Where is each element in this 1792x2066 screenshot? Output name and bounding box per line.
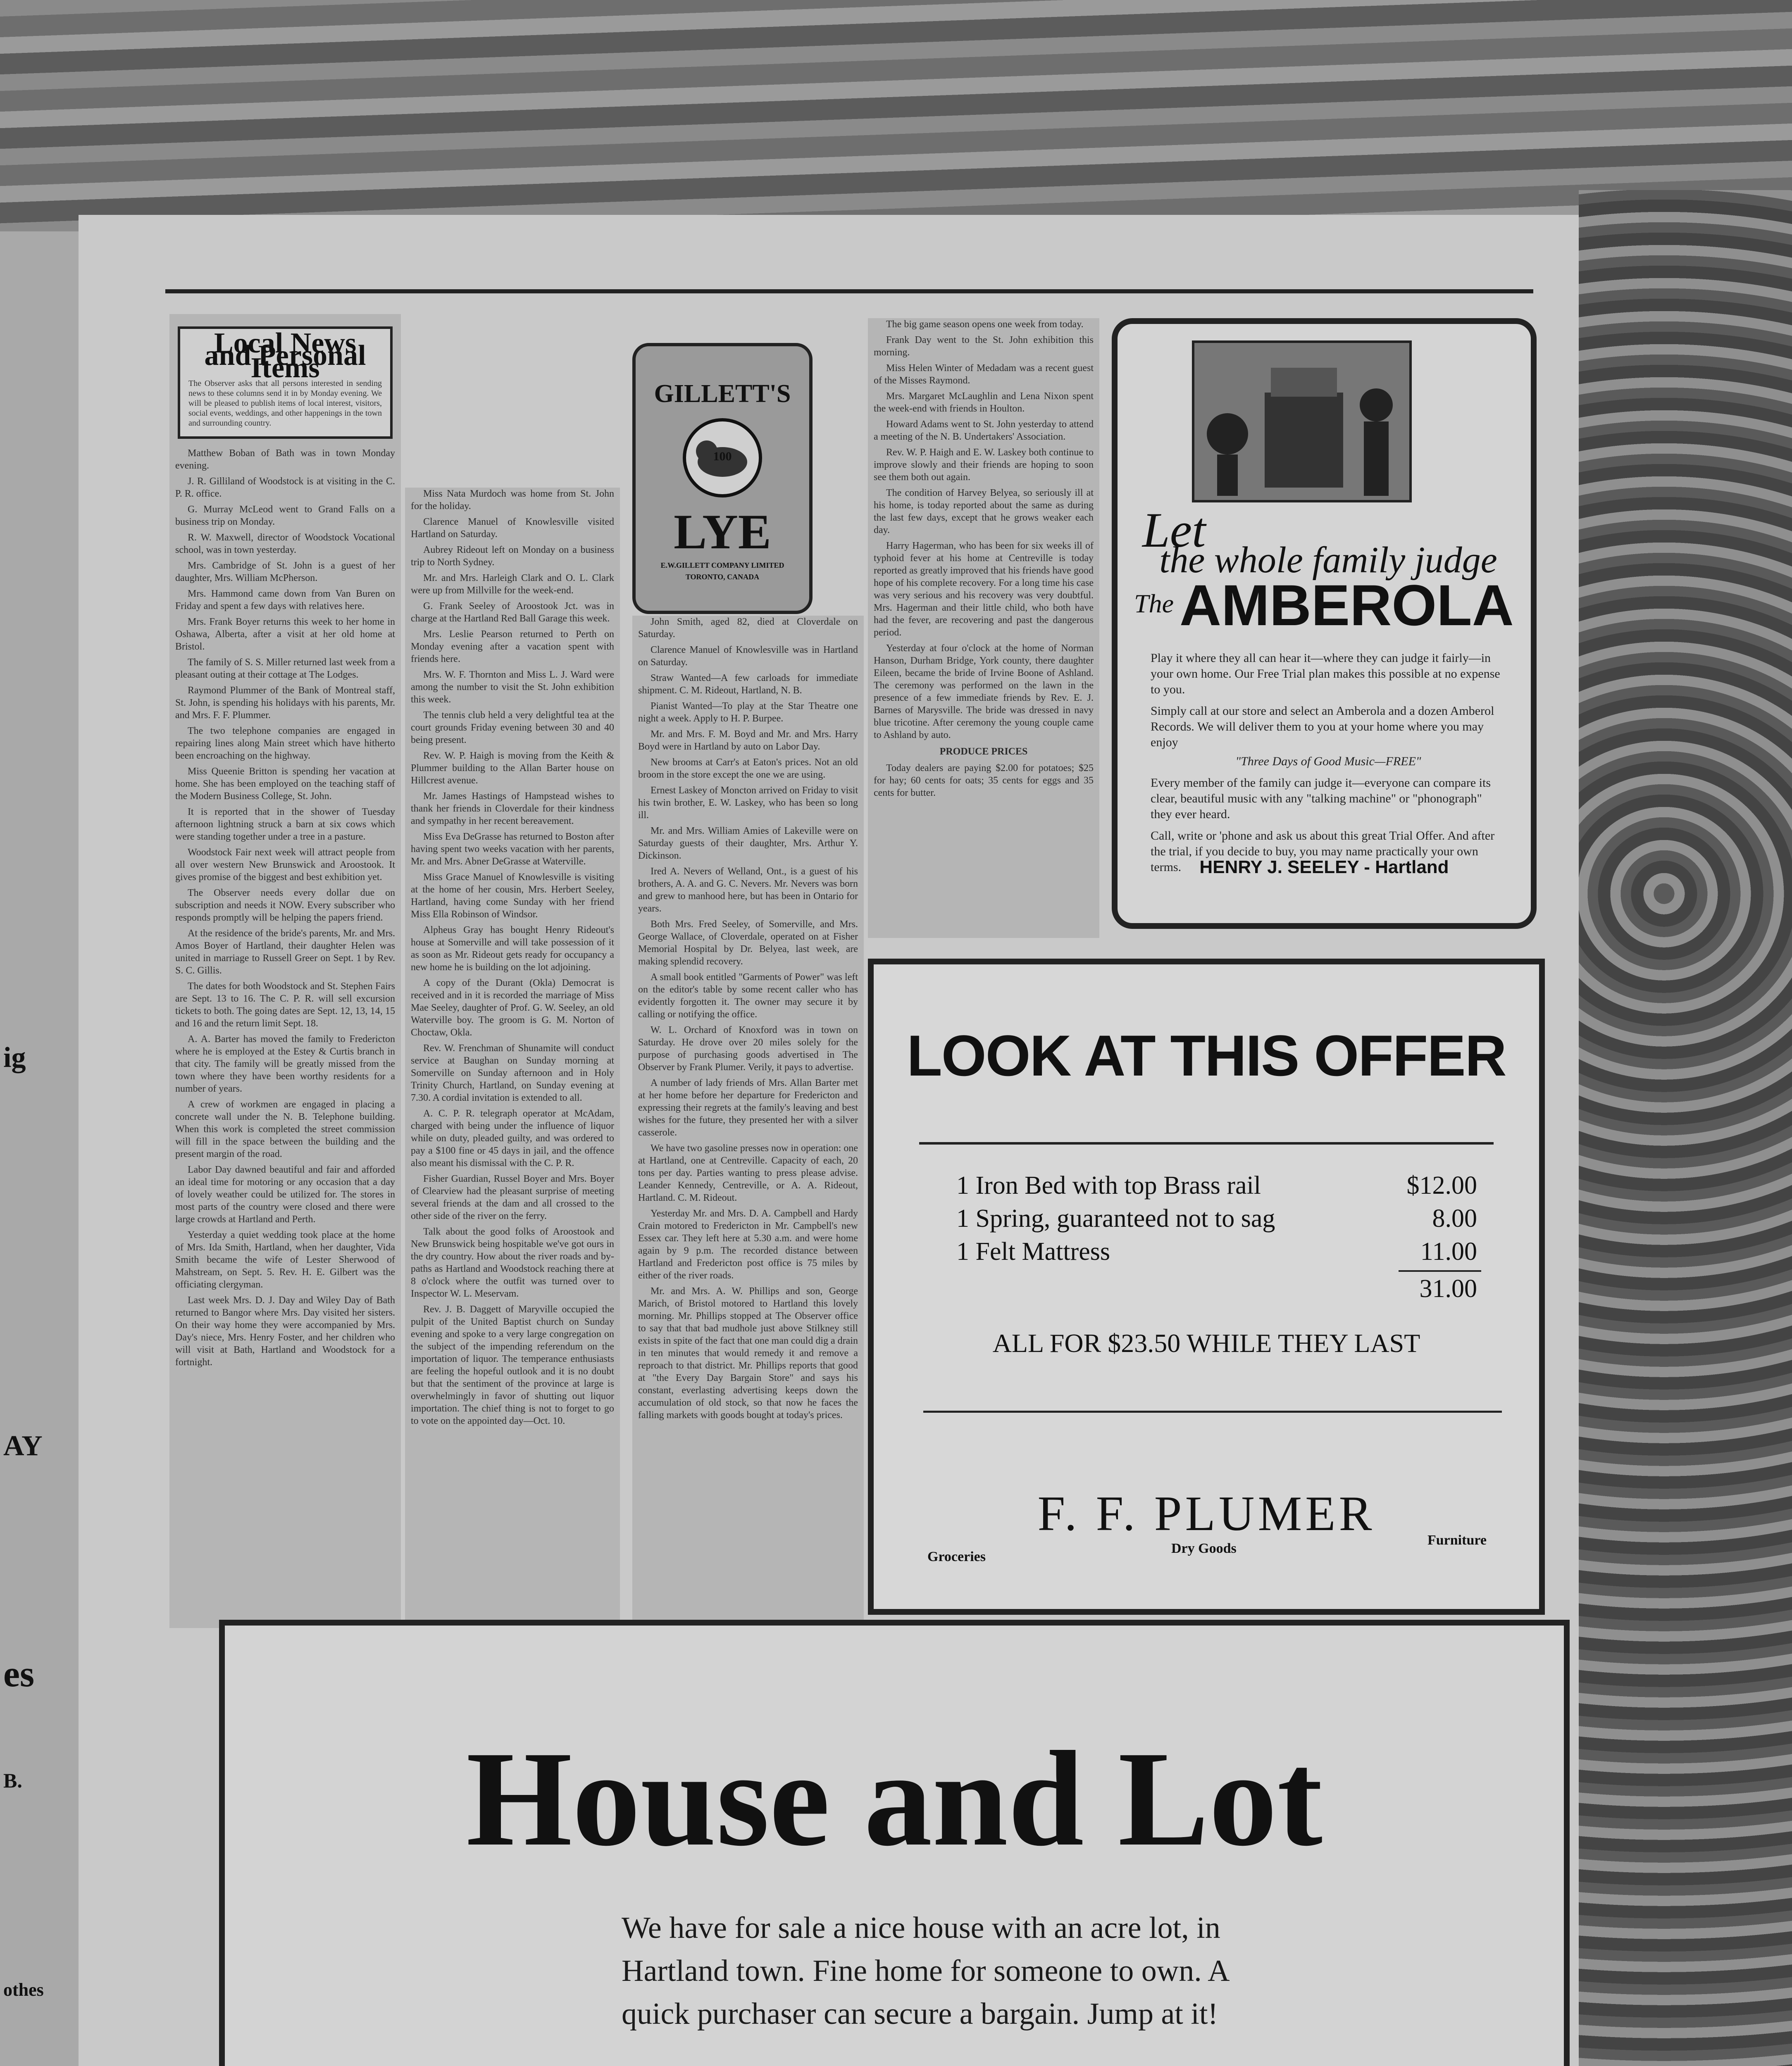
amberola-paragraph: Play it where they all can hear it—where they can judge it fairly—in your own home. Our Free Trial plan makes this possible at no expense to you.: [1151, 651, 1500, 696]
offer-price: $12.00: [1406, 1171, 1477, 1200]
news-item: The tennis club held a very delightful tea at the court grounds Friday evening between 30 and 40 being present.: [411, 710, 614, 745]
amberola-ad: [1112, 318, 1537, 929]
offer-total: 31.00: [1419, 1275, 1477, 1303]
news-item: Mr. and Mrs. A. W. Phillips and son, George Marich, of Bristol motored to Hartland this lovely morning. Mr. Phillips stopped at The Observer office to say that that bad mudhole just above Stilkney still exists in spite of the fact that one man could dig a drain in ten minutes that would remedy it and remove a reproach to that district. Mr. Phillips reports that good at "the Every Day Bargain Store" and says his constant, everlasting advertising keeps down the accumulation of old stock, so that now he faces the falling markets with goods bought at today's prices.: [638, 1286, 858, 1421]
news-item: The Observer needs every dollar due on subscription and needs it NOW. Every subscriber who responds promptly will be helping the papers friend.: [175, 888, 395, 923]
section-header-box: [178, 326, 393, 439]
news-item: Clarence Manuel of Knowlesville visited Hartland on Saturday.: [411, 516, 614, 540]
news-column-4: [868, 318, 1099, 938]
news-item: Mrs. Hammond came down from Van Buren on Friday and spent a few days with relatives here.: [175, 588, 395, 612]
amberola-paragraph: Call, write or 'phone and ask us about this great Trial Offer. And after the trial, if you decide to buy, you may name practically your own terms.: [1151, 829, 1495, 874]
news-item: Mrs. Leslie Pearson returned to Perth on Monday evening after a vacation spent with friends here.: [411, 629, 614, 664]
news-item: R. W. Maxwell, director of Woodstock Vocational school, was in town yesterday.: [175, 532, 395, 555]
total-rule: [1399, 1270, 1481, 1272]
news-item: Talk about the good folks of Aroostook and New Brunswick being hospitable we've got ours in the dry country. How about the river roads and by-paths as Hartland and Woodstock reaching there at 8 o'clock where the outfit was turned over to Inspector W. L. Meservam.: [411, 1226, 614, 1299]
news-item: It is reported that in the shower of Tuesday afternoon lightning struck a barn at six cows which were standing together under a tree in a pasture.: [175, 807, 395, 842]
lye-number: 100: [713, 450, 732, 463]
amberola-signature: HENRY J. SEELEY - Hartland: [1199, 857, 1449, 877]
produce-prices-text: Today dealers are paying $2.00 for potatoes; $25 for hay; 60 cents for oats; 35 cents for eggs and 35 cents for butter.: [874, 763, 1094, 798]
house-body: We have for sale a nice house with an acre lot, in Hartland town. Fine home for someone to own. A quick purchaser can secure a bargain. Jump at it!: [622, 1911, 1228, 2031]
lye-brand: GILLETT'S: [654, 380, 791, 408]
news-item: Miss Eva DeGrasse has returned to Boston after having spent two weeks vacation with her parents, Mr. and Mrs. Abner DeGrasse at Waterville.: [411, 831, 614, 867]
news-item: Aubrey Rideout left on Monday on a business trip to North Sydney.: [411, 545, 614, 568]
amberola-let: Let: [1142, 502, 1206, 557]
offer-item: 1 Iron Bed with top Brass rail: [956, 1171, 1261, 1200]
news-item: We have two gasoline presses now in operation: one at Hartland, one at Centreville. Capacity of each, 20 tons per day. Parties wanting to press please advise. Leander Kennedy, Centreville, or A. A. Rideout, Hartland. C. M. Rideout.: [638, 1143, 858, 1203]
news-item: The big game season opens one week from today.: [886, 319, 1084, 330]
news-item: A small book entitled "Garments of Power" was left on the editor's table by some recent caller who has evidently forgotten it. The owner may secure it by calling or notifying the office.: [638, 972, 858, 1020]
dept-furniture: Furniture: [1427, 1533, 1487, 1548]
adjacent-page-strip: [0, 231, 79, 2066]
news-item: Harry Hagerman, who has been for six weeks ill of typhoid fever at his home at Centreville is today reported as greatly improved that his friends have good hope of his complete recovery. For a long time his case was very serious and his recovery was very doubtful. Mrs. Hagerman and their little child, who both have had the fever, are recovering and past the dangerous period.: [874, 540, 1094, 638]
news-item: Woodstock Fair next week will attract people from all over western New Brunswick and Aroostook. It gives promise of the biggest and best exhibition yet.: [175, 847, 395, 883]
news-item: Miss Queenie Britton is spending her vacation at home. She has been employed on the teaching staff of the Modern Business College, St. John.: [175, 766, 395, 802]
dept-dry-goods: Dry Goods: [1171, 1541, 1237, 1556]
news-item: A. C. P. R. telegraph operator at McAdam, charged with being under the influence of liquor while on duty, pleaded guilty, and was ordered to pay a $100 fine or 45 days in jail, and the offence also meant his dismissal with the C. P. R.: [411, 1108, 614, 1169]
news-item: The condition of Harvey Belyea, so seriously ill at his home, is today reported about the same as during the last few days, except that he grows weaker each day.: [874, 488, 1094, 536]
lye-product: LYE: [674, 504, 771, 559]
news-item: A number of lady friends of Mrs. Allan Barter met at her home before her departure for Fredericton and expressing their regrets at the family's leaving and best wishes for the future, they presented her with a silver casserole.: [638, 1078, 858, 1138]
news-item: G. Frank Seeley of Aroostook Jct. was in charge at the Hartland Red Ball Garage this week.: [411, 601, 614, 624]
news-item: Mr. and Mrs. F. M. Boyd and Mr. and Mrs. Harry Boyd were in Hartland by auto on Labor Day.: [638, 729, 858, 752]
section-title: Local News and Personal Items: [204, 327, 366, 384]
news-item: Rev. W. P. Haigh is moving from the Keith & Plummer building to the Allan Barter house on Hillcrest avenue.: [411, 750, 614, 786]
offer-item: 1 Felt Mattress: [956, 1238, 1110, 1266]
offer-price: 11.00: [1420, 1238, 1477, 1266]
amberola-body: [1151, 650, 1506, 875]
news-item: A crew of workmen are engaged in placing a concrete wall under the N. B. Telephone building. When this work is completed the street commission will fill in the space between the building and the present margin of the road.: [175, 1099, 395, 1159]
news-item: Mrs. W. F. Thornton and Miss L. J. Ward were among the number to visit the St. John exhibition this week.: [411, 669, 614, 705]
background-marble-right: [1579, 190, 1792, 2066]
offer-rule: [919, 1142, 1494, 1145]
news-item: Miss Nata Murdoch was home from St. John for the holiday.: [411, 488, 614, 512]
amberola-headline: the whole family judge: [1159, 540, 1497, 581]
news-item: A. A. Barter has moved the family to Fredericton where he is employed at the Estey & Curtis branch in that city. The family will be greatly missed from the town where they have been worthy residents for a number of years.: [175, 1034, 395, 1094]
amberola-paragraph: Simply call at our store and select an Amberola and a dozen Amberol Records. We will deliver them to you at your home where you may enjoy: [1151, 704, 1494, 749]
produce-prices-heading: PRODUCE PRICES: [939, 746, 1028, 757]
news-item: Yesterday a quiet wedding took place at the home of Mrs. Ida Smith, Hartland, when her daughter, Vida Smith became the wife of Lester Sherwood of Mahstream, on Sept. 5. Rev. H. E. Gilbert was the officiating clergyman.: [175, 1230, 395, 1290]
news-item: Pianist Wanted—To play at the Star Theatre one night a week. Apply to H. P. Burpee.: [638, 701, 858, 724]
news-item: Ired A. Nevers of Welland, Ont., is a guest of his brothers, A. A. and G. C. Nevers. Mr. Nevers was born and grew to manhood here, but has been in Ontario for years.: [638, 866, 858, 914]
top-rule: [165, 289, 1533, 293]
offer-item: 1 Spring, guaranteed not to sag: [956, 1204, 1275, 1233]
news-item: Mrs. Margaret McLaughlin and Lena Nixon spent the week-end with friends in Houlton.: [874, 391, 1094, 414]
news-item: Fisher Guardian, Russel Boyer and Mrs. Boyer of Clearview had the pleasant surprise of meeting several friends at the dam and all crossed to the other side of the river on the ferry.: [411, 1173, 614, 1221]
news-item: Last week Mrs. D. J. Day and Wiley Day of Bath returned to Bangor where Mrs. Day visited her sisters. On their way home they were accompanied by Mrs. Day's niece, Mrs. Henry Foster, and her children who will visit at Bath, Hartland and Woodstock for a fortnight.: [175, 1295, 395, 1368]
news-item: Alpheus Gray has bought Henry Rideout's house at Somerville and will take possession of it as soon as Mr. Rideout gets ready for occupancy a new home he is building on the lot adjoining.: [411, 925, 614, 973]
news-item: Miss Grace Manuel of Knowlesville is visiting at the home of her cousin, Mrs. Herbert Seeley, Hartland, having come Sunday with her friend Miss Ella Robinson of Windsor.: [411, 872, 614, 920]
lye-city: TORONTO, CANADA: [685, 573, 760, 581]
offer-rule: [923, 1411, 1502, 1413]
news-item: Ernest Laskey of Moncton arrived on Friday to visit his twin brother, E. W. Laskey, who has been so long ill.: [638, 785, 858, 821]
strip-word: B.: [3, 1769, 22, 1792]
news-item: Yesterday at four o'clock at the home of Norman Hanson, Durham Bridge, York county, there daughter Eileen, became the bride of Irvine Boone of Ashland. The ceremony was performed on the lawn in the presence of a few immediate friends by Rev. E. J. Barnes of Marysville. The bride was dressed in navy blue tricotine. After ceremony the young couple came to Ashland by auto.: [874, 643, 1094, 740]
offer-all-for: ALL FOR $23.50 WHILE THEY LAST: [992, 1328, 1420, 1358]
amberola-name: AMBEROLA: [1180, 573, 1514, 638]
news-item: A copy of the Durant (Okla) Democrat is received and in it is recorded the marriage of Miss Mae Seeley, daughter of Prof. G. W. Seeley, an old Waterville boy. The groom is G. M. Norton of Choctaw, Okla.: [411, 978, 614, 1038]
amberola-slogan: "Three Days of Good Music—FREE": [1235, 755, 1421, 768]
news-item: Mrs. Frank Boyer returns this week to her home in Oshawa, Alberta, after a visit at her old home at Bristol.: [175, 616, 395, 652]
news-item: Rev. W. Frenchman of Shunamite will conduct service at Baughan on Sunday morning at Somerville on Sunday afternoon and in Holy Trinity Church, Hartland, on Sunday evening at 7.30. A cordial invitation is extended to all.: [411, 1043, 614, 1103]
furniture-offer-ad: [868, 959, 1545, 1615]
strip-word: es: [3, 1654, 34, 1695]
news-column-3: [632, 616, 864, 1628]
news-item: Yesterday Mr. and Mrs. D. A. Campbell and Hardy Crain motored to Fredericton in Mr. Campbell's new Essex car. They left here at 5.30 a.m. and were home again by 9 p.m. The recorded distance between Hartland and Fredericton post office is 75 miles by either of the river roads.: [638, 1208, 858, 1281]
news-item: Mrs. Cambridge of St. John is a guest of her daughter, Mrs. William McPherson.: [175, 560, 395, 583]
dept-groceries: Groceries: [927, 1549, 986, 1564]
news-item: At the residence of the bride's parents, Mr. and Mrs. Amos Boyer of Hartland, their daughter Helen was united in marriage to Russell Greer on Sept. 1 by Rev. S. C. Gillis.: [175, 928, 395, 976]
news-item: New brooms at Carr's at Eaton's prices. Not an old broom in the store except the one we are using.: [638, 757, 858, 780]
news-item: The family of S. S. Miller returned last week from a pleasant outing at their cottage at The Lodges.: [175, 657, 395, 680]
news-item: Mr. James Hastings of Hampstead wishes to thank her friends in Cloverdale for their kindness and sympathy in her recent bereavement.: [411, 791, 614, 826]
news-item: W. L. Orchard of Knoxford was in town on Saturday. He drove over 20 miles solely for the purpose of purchasing goods advertised in The Observer by Frank Plumer. Verily, it pays to advertise.: [638, 1025, 858, 1073]
amberola-paragraph: Every member of the family can judge it—everyone can compare its clear, beautiful music with any "talking machine" or "phonograph" they ever heard.: [1151, 776, 1491, 821]
family-phonograph-illustration: [1192, 340, 1412, 502]
background-wood-top: [0, 0, 1792, 231]
news-item: Mr. and Mrs. William Amies of Lakeville were on Saturday guests of their daughter, Mrs. Arthur Y. Dickinson.: [638, 826, 858, 861]
phonograph-icon: [1194, 343, 1409, 500]
news-item: Matthew Boban of Bath was in town Monday evening.: [175, 448, 395, 471]
section-intro: The Observer asks that all persons interested in sending news to these columns send it in by Monday evening. We will be pleased to publish items of local interest, visitors, social events, weddings, and other happenings in the town and surrounding country.: [188, 379, 382, 428]
news-item: Miss Helen Winter of Medadam was a recent guest of the Misses Raymond.: [874, 363, 1094, 386]
news-item: John Smith, aged 82, died at Cloverdale on Saturday.: [638, 616, 858, 640]
offer-title: LOOK AT THIS OFFER: [907, 1023, 1506, 1088]
house-title: House and Lot: [466, 1723, 1323, 1874]
news-item: Both Mrs. Fred Seeley, of Somerville, and Mrs. George Wallace, of Cloverdale, operated on at Fisher Memorial Hospital by Dr. Belyea, last week, are making splendid recovery.: [638, 919, 858, 967]
house-and-lot-ad: [219, 1620, 1570, 2066]
news-item: Rev. J. B. Daggett of Maryville occupied the pulpit of the United Baptist church on Sunday evening and spoke to a very large congregation on the subject of the impending referendum on the importation of liquor. The temperance enthusiasts are feeling the hopeful outlook and it is no doubt but that the sentiment of the province at large is overwhelmingly in favor of shutting out liquor importation. The chief thing is not to forget to go to vote on the appointed day—Oct. 10.: [411, 1304, 614, 1426]
news-item: G. Murray McLeod went to Grand Falls on a business trip on Monday.: [175, 504, 395, 527]
gilletts-lye-ad: [632, 343, 813, 614]
news-column-1: [169, 314, 401, 1628]
offer-price: 8.00: [1432, 1204, 1477, 1233]
lye-maker: E.W.GILLETT COMPANY LIMITED: [660, 561, 784, 569]
news-item: Frank Day went to the St. John exhibition this morning.: [874, 335, 1094, 358]
news-item: Clarence Manuel of Knowlesville was in Hartland on Saturday.: [638, 645, 858, 668]
news-item: Raymond Plummer of the Bank of Montreal staff, St. John, is spending his holidays with his parents, Mr. and Mrs. F. F. Plummer.: [175, 685, 395, 721]
news-item: The two telephone companies are engaged in repairing lines along Main street which have hitherto been encroaching on the highway.: [175, 726, 395, 761]
news-item: Howard Adams went to St. John yesterday to attend a meeting of the N. B. Undertakers' Association.: [874, 419, 1094, 442]
news-item: The dates for both Woodstock and St. Stephen Fairs are Sept. 13 to 16. The C. P. R. will sell excursion tickets to both. The going dates are Sept. 12, 13, 14, 15 and 16 and the return limit Sept. 18.: [175, 981, 395, 1029]
strip-word: AY: [3, 1430, 43, 1462]
news-item: J. R. Gilliland of Woodstock is at visiting in the C. P. R. office.: [175, 476, 395, 499]
news-item: Labor Day dawned beautiful and fair and afforded an ideal time for motoring or any occasion that a day of lovely weather could be utilized for. The stores in most parts of the country were closed and there were large crowds at Hartland and Perth.: [175, 1164, 395, 1225]
news-column-2: [405, 488, 620, 1628]
merchant-name: F. F. PLUMER: [1037, 1486, 1375, 1541]
strip-word: ig: [3, 1042, 26, 1073]
news-item: Rev. W. P. Haigh and E. W. Laskey both continue to improve slowly and their friends are hoping to soon see them both out again.: [874, 447, 1094, 483]
news-item: Straw Wanted—A few carloads for immediate shipment. C. M. Rideout, Hartland, N. B.: [638, 673, 858, 696]
strip-word: othes: [3, 1980, 44, 2000]
amberola-the: The: [1134, 589, 1174, 618]
news-item: Mr. and Mrs. Harleigh Clark and O. L. Clark were up from Millville for the week-end.: [411, 573, 614, 596]
